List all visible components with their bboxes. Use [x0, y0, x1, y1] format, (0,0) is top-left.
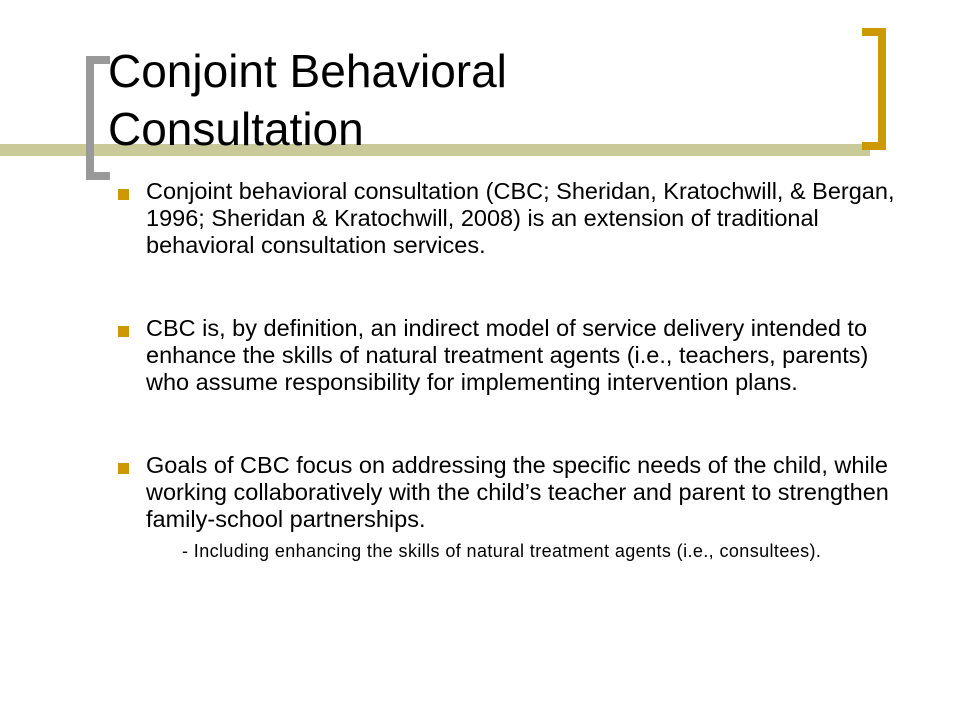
slide-title [108, 42, 828, 158]
bullet-item [118, 178, 898, 259]
bullet-text: Goals of CBC focus on addressing the specific needs of the child, while working collaboratively with the child’s teacher and parent to strengthen family-school partnerships. [146, 452, 889, 532]
left-bracket-decoration [86, 56, 110, 180]
bullet-item [118, 452, 898, 563]
bullet-list [118, 178, 898, 563]
right-bracket-decoration [862, 28, 886, 150]
sub-point-text: - Including enhancing the skills of natural treatment agents (i.e., consultees). [182, 541, 822, 561]
square-bullet-icon [118, 189, 129, 200]
title-line-2: Consultation [108, 103, 364, 155]
bullet-text: CBC is, by definition, an indirect model of service delivery intended to enhance the skills of natural treatment agents (i.e., teachers, parents) who assume responsibility for implementing intervention plans. [146, 315, 869, 395]
bullet-text: Conjoint behavioral consultation (CBC; Sheridan, Kratochwill, & Bergan, 1996; Sheridan & Kratochwill, 2008) is an extension of traditional behavioral consultation services. [146, 178, 895, 258]
bullet-item [118, 315, 898, 396]
title-line-1: Conjoint Behavioral [108, 45, 507, 97]
square-bullet-icon [118, 326, 129, 337]
square-bullet-icon [118, 463, 129, 474]
